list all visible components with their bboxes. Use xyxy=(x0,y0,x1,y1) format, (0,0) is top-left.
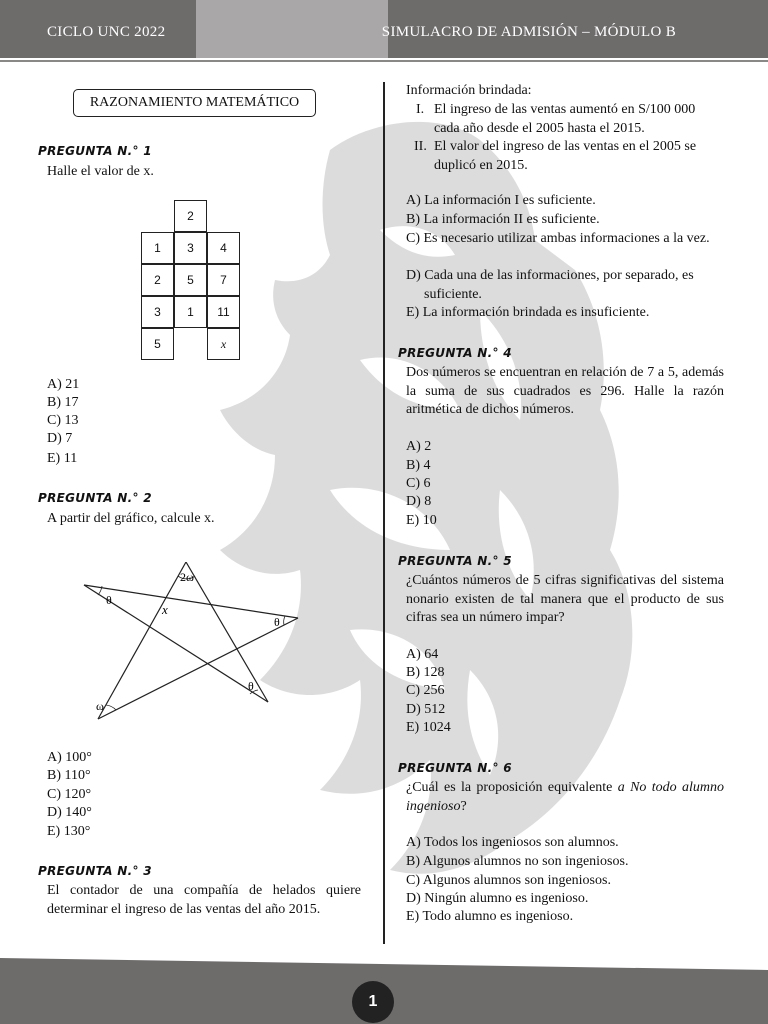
grid-cell: 4 xyxy=(207,232,240,264)
q3-info-1-number: I. xyxy=(416,102,425,117)
q6-option-e: E) Todo alumno es ingenioso. xyxy=(406,909,574,924)
question-5-text: ¿Cuántos números de 5 cifras significativas del sistema nonario existen de tal manera que el producto de sus cifras sea un número impar? xyxy=(406,573,724,625)
q4-option-c: C) 6 xyxy=(406,476,431,491)
q1-option-a: A) 21 xyxy=(47,377,80,392)
q5-option-c: C) 256 xyxy=(406,683,445,698)
q5-option-a: A) 64 xyxy=(406,647,439,662)
grid-cell: 3 xyxy=(174,232,207,264)
q3-option-a: A) La información I es suficiente. xyxy=(406,193,596,208)
grid-cell: 7 xyxy=(207,264,240,296)
q3-info-1: El ingreso de las ventas aumentó en S/100 000 cada año desde el 2005 hasta el 2015. xyxy=(434,102,696,136)
q2-option-a: A) 100° xyxy=(47,750,92,765)
question-5-label: PREGUNTA N.° 5 xyxy=(398,554,512,568)
q6-text-end: ? xyxy=(460,798,467,814)
question-1-text: Halle el valor de x. xyxy=(47,164,154,179)
q5-option-b: B) 128 xyxy=(406,665,445,680)
star-figure xyxy=(78,562,308,722)
q3-option-b: B) La información II es suficiente. xyxy=(406,212,600,227)
q2-option-e: E) 130° xyxy=(47,824,91,839)
q3-option-c: C) Es necesario utilizar ambas informaciones a la vez. xyxy=(406,231,710,246)
q4-option-a: A) 2 xyxy=(406,439,432,454)
grid-cell: 5 xyxy=(174,264,207,296)
grid-cell: x xyxy=(207,328,240,360)
q5-option-d: D) 512 xyxy=(406,702,446,717)
grid-cell: 1 xyxy=(174,296,207,328)
q4-option-e: E) 10 xyxy=(406,513,437,528)
q2-option-d: D) 140° xyxy=(47,805,92,820)
q2-option-c: C) 120° xyxy=(47,787,92,802)
question-4-label: PREGUNTA N.° 4 xyxy=(398,346,512,360)
figure-label-top: 2ω xyxy=(180,570,194,584)
column-divider xyxy=(383,82,385,944)
q1-option-b: B) 17 xyxy=(47,395,79,410)
page-header xyxy=(0,0,768,58)
q6-text-start: ¿Cuál es la proposición equivalente xyxy=(406,780,618,795)
grid-cell: 5 xyxy=(141,328,174,360)
figure-label-x: x xyxy=(162,602,168,617)
question-1-label: PREGUNTA N.° 1 xyxy=(38,144,152,158)
question-6-label: PREGUNTA N.° 6 xyxy=(398,761,512,775)
page-number: 1 xyxy=(352,981,394,1023)
grid-cell: 1 xyxy=(141,232,174,264)
grid-cell: 2 xyxy=(174,200,207,232)
figure-label-bottom-left: ω xyxy=(96,699,104,713)
question-6-text xyxy=(406,779,724,816)
figure-label-left: θ xyxy=(106,593,112,607)
header-rule xyxy=(0,60,768,62)
q6-option-b: B) Algunos alumnos no son ingeniosos. xyxy=(406,854,629,869)
q2-option-b: B) 110° xyxy=(47,768,91,783)
question-2-label: PREGUNTA N.° 2 xyxy=(38,491,152,505)
q5-option-e: E) 1024 xyxy=(406,720,451,735)
grid-cell: 2 xyxy=(141,264,174,296)
q4-option-b: B) 4 xyxy=(406,458,431,473)
header-right-title: SIMULACRO DE ADMISIÓN – MÓDULO B xyxy=(381,24,676,40)
q4-option-d: D) 8 xyxy=(406,494,432,509)
question-4-text: Dos números se encuentran en relación de 7 a 5, además la suma de sus cuadrados es 296. Halle la razón aritmética de dichos números. xyxy=(406,365,724,417)
q3-info-2: El valor del ingreso de las ventas en el 2005 se duplicó en 2015. xyxy=(434,139,697,173)
question-3-label: PREGUNTA N.° 3 xyxy=(38,864,152,878)
header-accent-band xyxy=(196,0,388,58)
q1-option-e: E) 11 xyxy=(47,451,78,466)
q6-option-c: C) Algunos alumnos son ingeniosos. xyxy=(406,873,611,888)
q3-option-d: D) Cada una de las informaciones, por separado, es suficiente. xyxy=(406,268,694,302)
q3-info-title: Información brindada: xyxy=(406,83,532,98)
q6-option-d: D) Ningún alumno es ingenioso. xyxy=(406,891,589,906)
header-left-title: CICLO UNC 2022 xyxy=(47,24,166,40)
figure-label-bottom-right: θ xyxy=(248,679,254,693)
q1-option-c: C) 13 xyxy=(47,413,79,428)
figure-label-right: θ xyxy=(274,615,280,629)
q6-text-italic: a No todo alumno ingenioso xyxy=(406,780,724,814)
question-2-text: A partir del gráfico, calcule x. xyxy=(47,511,215,526)
q1-option-d: D) 7 xyxy=(47,431,73,446)
q6-option-a: A) Todos los ingeniosos son alumnos. xyxy=(406,835,619,850)
q3-info-2-number: II. xyxy=(414,139,427,154)
section-title: RAZONAMIENTO MATEMÁTICO xyxy=(73,89,316,117)
grid-cell: 3 xyxy=(141,296,174,328)
q3-option-e: E) La información brindada es insuficiente. xyxy=(406,305,650,320)
grid-cell: 11 xyxy=(207,296,240,328)
question-3-text: El contador de una compañía de helados quiere determinar el ingreso de las ventas del año 2015. xyxy=(47,883,361,917)
